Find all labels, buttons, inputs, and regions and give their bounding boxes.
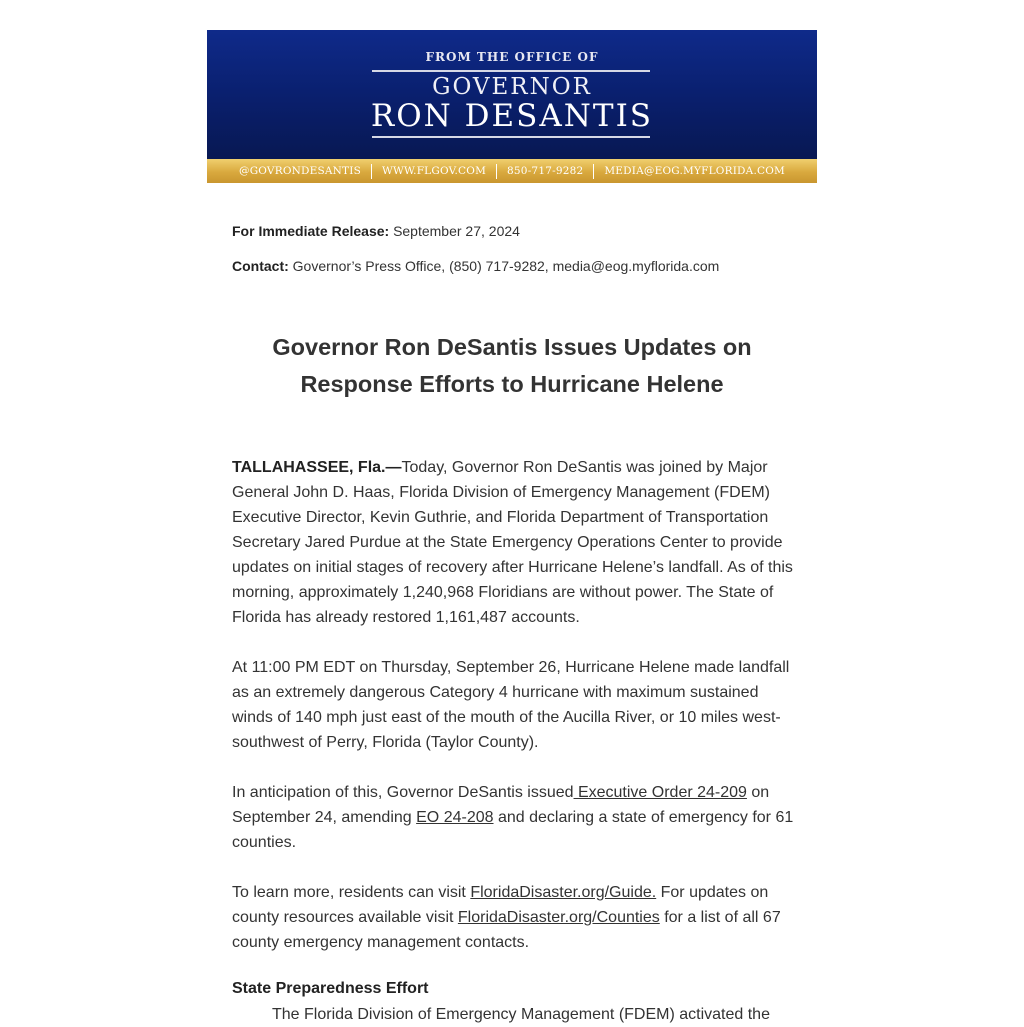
executive-order-link[interactable]: Executive Order 24-209 [573, 784, 747, 801]
paragraph-executive-order [232, 780, 800, 855]
bullet-text: The Florida Division of Emergency Management (FDEM) activated the [272, 1006, 770, 1023]
banner-rule-bottom [372, 136, 650, 138]
banner-rule-top [372, 70, 650, 72]
banner-phone: 850-717-9282 [507, 165, 584, 177]
banner-divider [496, 164, 497, 179]
governor-banner [207, 30, 817, 183]
dateline: TALLAHASSEE, Fla.— [232, 459, 402, 476]
release-date: September 27, 2024 [393, 223, 520, 239]
bullet-item-partial [272, 1006, 792, 1024]
banner-from-line: FROM THE OFFICE OF [425, 50, 599, 64]
banner-contact-bar [207, 159, 817, 183]
release-line [232, 223, 520, 239]
contact-value: Governor’s Press Office, (850) 717-9282, media@eog.myflorida.com [292, 258, 720, 274]
eo-24-208-link[interactable]: EO 24-208 [416, 809, 494, 826]
release-label: For Immediate Release: [232, 223, 390, 239]
banner-governor: GOVERNOR [432, 74, 592, 100]
paragraph-resources [232, 880, 800, 955]
banner-website: WWW.FLGOV.COM [382, 165, 487, 177]
floridadisaster-guide-link[interactable]: FloridaDisaster.org/Guide. [470, 884, 657, 901]
section-heading-preparedness: State Preparedness Effort [232, 980, 429, 997]
banner-twitter: @GOVRONDESANTIS [239, 165, 362, 177]
resources-text-2: For updates on county resources available visit [232, 884, 769, 926]
paragraph-landfall: At 11:00 PM EDT on Thursday, September 26, Hurricane Helene made landfall as an extremely dangerous Category 4 hurricane with maximum sustained winds of 140 mph just east of the mouth of the Aucilla River, or 10 miles west-southwest of Perry, Florida (Taylor County). [232, 659, 790, 751]
contact-line [232, 258, 719, 274]
eo-text-1: In anticipation of this, Governor DeSantis issued [232, 784, 574, 801]
banner-divider [593, 164, 594, 179]
paragraph-intro [232, 455, 800, 630]
floridadisaster-counties-link[interactable]: FloridaDisaster.org/Counties [457, 909, 660, 926]
resources-text-1: To learn more, residents can visit [232, 884, 471, 901]
intro-text: Today, Governor Ron DeSantis was joined by Major General John D. Haas, Florida Division of Emergency Management (FDEM) Executive Director, Kevin Guthrie, and Florida Department of Transportation Secretary Jared Purdue at the State Emergency Operations Center to provide updates on initial stages of recovery after Hurricane Helene’s landfall. As of this morning, approximately 1,240,968 Floridians are without power. The State of Florida has already restored 1,161,487 accounts. [232, 459, 793, 626]
eo-text-2: on September 24, amending [232, 784, 770, 826]
resources-text-3: for a list of all 67 county emergency management contacts. [232, 909, 781, 951]
banner-divider [371, 164, 372, 179]
banner-email: MEDIA@EOG.MYFLORIDA.COM [604, 165, 785, 177]
eo-text-3: and declaring a state of emergency for 61 counties. [232, 809, 794, 851]
banner-name: RON DESANTIS [370, 98, 654, 134]
press-release-title: Governor Ron DeSantis Issues Updates on Response Efforts to Hurricane Helene [272, 334, 752, 397]
contact-label: Contact: [232, 258, 289, 274]
